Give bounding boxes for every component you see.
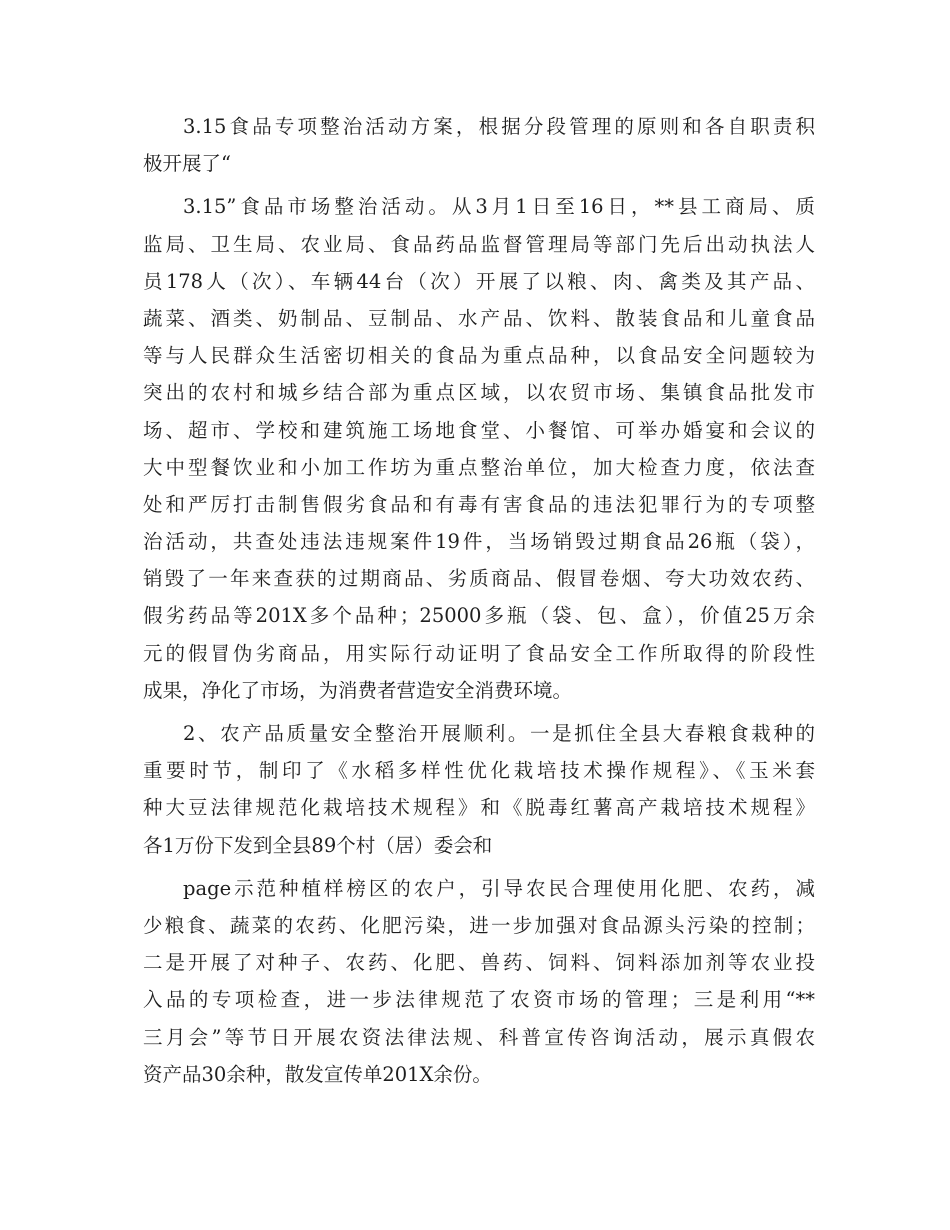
- paragraph-3: [143, 715, 815, 864]
- paragraph-line: 监局、卫生局、农业局、食品药品监督管理局等部门先后出动执法人: [143, 232, 815, 256]
- paragraph-line: 突出的农村和城乡结合部为重点区域，以农贸市场、集镇食品批发市: [143, 381, 815, 405]
- paragraph-line: 大中型餐饮业和小加工作坊为重点整治单位，加大检查力度，依法查: [143, 455, 815, 479]
- paragraph-4: [143, 870, 815, 1093]
- paragraph-line: 销毁了一年来查获的过期商品、劣质商品、假冒卷烟、夸大功效农药、: [143, 567, 815, 591]
- paragraph-line: 种大豆法律规范化栽培技术规程》和《脱毒红薯高产栽培技术规程》: [143, 796, 815, 820]
- paragraph-line: 重要时节，制印了《水稻多样性优化栽培技术操作规程》、《玉米套: [143, 759, 815, 783]
- paragraph-line: 成果，净化了市场，为消费者营造安全消费环境。: [143, 678, 573, 702]
- paragraph-line: 资产品30余种，散发宣传单201X余份。: [143, 1062, 492, 1086]
- paragraph-line: 入品的专项检查，进一步法律规范了农资市场的管理；三是利用“**: [143, 988, 815, 1012]
- paragraph-line: 三月会”等节日开展农资法律法规、科普宣传咨询活动，展示真假农: [143, 1025, 815, 1049]
- paragraph-line: page示范种植样榜区的农户，引导农民合理使用化肥、农药，减: [183, 876, 815, 900]
- paragraph-line: 处和严厉打击制售假劣食品和有毒有害食品的违法犯罪行为的专项整: [143, 492, 815, 516]
- paragraph-line: 治活动，共查处违法违规案件19件，当场销毁过期食品26瓶（袋），: [143, 530, 815, 554]
- paragraph-2: [143, 188, 815, 709]
- paragraph-line: 元的假冒伪劣商品，用实际行动证明了食品安全工作所取得的阶段性: [143, 641, 815, 665]
- paragraph-line: 3.15食品专项整治活动方案，根据分段管理的原则和各自职责积: [183, 115, 815, 138]
- paragraph-line: 极开展了“: [143, 152, 231, 176]
- paragraph-line: 各1万份下发到全县89个村（居）委会和: [143, 833, 493, 857]
- document-body: [143, 108, 815, 1093]
- paragraph-line: 场、超市、学校和建筑施工场地食堂、小餐馆、可举办婚宴和会议的: [143, 418, 815, 442]
- paragraph-line: 假劣药品等201X多个品种；25000多瓶（袋、包、盒），价值25万余: [143, 604, 815, 628]
- paragraph-line: 二是开展了对种子、农药、化肥、兽药、饲料、饲料添加剂等农业投: [143, 951, 815, 975]
- paragraph-line: 蔬菜、酒类、奶制品、豆制品、水产品、饮料、散装食品和儿童食品: [143, 306, 815, 330]
- paragraph-line: 员178人（次）、车辆44台（次）开展了以粮、肉、禽类及其产品、: [143, 269, 815, 293]
- paragraph-line: 少粮食、蔬菜的农药、化肥污染，进一步加强对食品源头污染的控制；: [143, 913, 815, 937]
- paragraph-line: 2、农产品质量安全整治开展顺利。一是抓住全县大春粮食栽种的: [183, 722, 815, 745]
- paragraph-1: [143, 108, 815, 182]
- paragraph-line: 等与人民群众生活密切相关的食品为重点品种，以食品安全问题较为: [143, 344, 815, 368]
- paragraph-line: 3.15”食品市场整治活动。从3月1日至16日，**县工商局、质: [183, 195, 815, 219]
